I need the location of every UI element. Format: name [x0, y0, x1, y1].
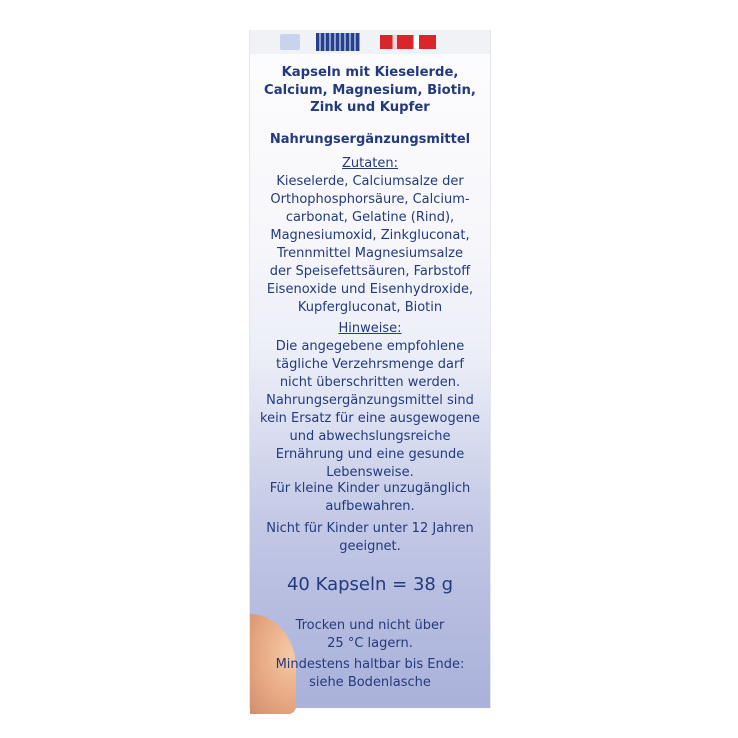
child-warning	[250, 480, 490, 516]
ingredients-line: der Speisefettsäuren, Farbstoff	[269, 264, 471, 279]
ingredients-line: Kieselerde, Calciumsalze der	[276, 174, 464, 189]
ingredients-line: Eisenoxide und Eisenhydroxide,	[266, 282, 474, 297]
ingredients-line: Orthophosphorsäure, Calcium-	[270, 192, 470, 207]
notes-text	[250, 338, 490, 482]
notes-line: Ernährung und eine gesunde	[275, 447, 465, 462]
product-category: Nahrungsergänzungsmittel	[269, 132, 471, 147]
brand-stripe-fragment	[380, 35, 436, 49]
age-warning	[250, 520, 490, 556]
notes-line: und abwechslungsreiche	[289, 429, 451, 444]
ingredients-heading: Zutaten:	[342, 156, 398, 171]
notes-line: kein Ersatz für eine ausgewogene	[260, 411, 480, 426]
child-warning-line: aufbewahren.	[325, 499, 415, 514]
notes-line: Lebensweise.	[326, 465, 414, 480]
barcode-fragment	[316, 33, 360, 51]
notes-line: Die angegebene empfohlene	[275, 339, 465, 354]
ingredients-line: Magnesiumoxid, Zinkgluconat,	[270, 228, 470, 243]
title-line: Zink und Kupfer	[310, 100, 430, 115]
best-before-line: Mindestens haltbar bis Ende:	[275, 657, 465, 672]
ingredients-line: Kupfergluconat, Biotin	[297, 300, 443, 315]
notes-heading: Hinweise:	[338, 321, 402, 336]
storage-instructions	[250, 617, 490, 653]
notes-line: Nahrungsergänzungsmittel sind	[266, 393, 474, 408]
ingredients-line: carbonat, Gelatine (Rind),	[285, 210, 455, 225]
notes-line: tägliche Verzehrsmenge darf	[276, 357, 464, 372]
logo-fragment	[280, 34, 300, 50]
child-warning-line: Für kleine Kinder unzugänglich	[269, 481, 471, 496]
ingredients-line: Trennmittel Magnesiumsalze	[277, 246, 463, 261]
product-box-back	[249, 30, 491, 708]
best-before-line: siehe Bodenlasche	[309, 675, 431, 690]
age-warning-line: Nicht für Kinder unter 12 Jahren	[266, 521, 474, 536]
ingredients-text	[250, 173, 490, 317]
top-flap-strip	[250, 30, 490, 54]
storage-line: Trocken und nicht über	[295, 618, 445, 633]
age-warning-line: geeignet.	[339, 539, 401, 554]
product-title	[250, 64, 490, 117]
best-before	[250, 656, 490, 692]
title-line: Calcium, Magnesium, Biotin,	[264, 82, 476, 98]
package-quantity: 40 Kapseln = 38 g	[286, 574, 453, 595]
storage-line: 25 °C lagern.	[327, 636, 413, 651]
notes-line: nicht überschritten werden.	[279, 375, 461, 390]
title-line: Kapseln mit Kieselerde,	[281, 65, 459, 80]
